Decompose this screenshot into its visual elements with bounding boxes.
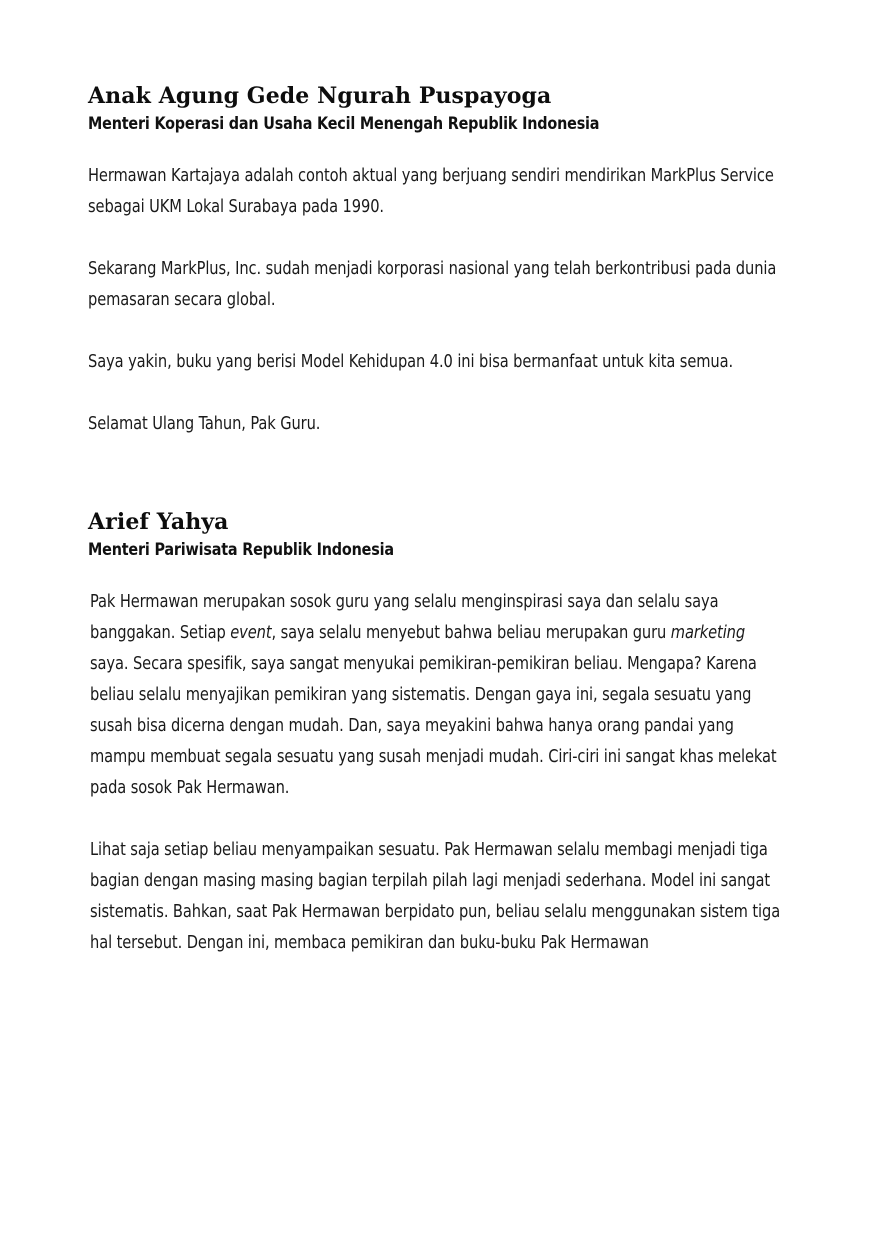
person-name: Anak Agung Gede Ngurah Puspayoga — [88, 83, 552, 109]
paragraph: Lihat saja setiap beliau menyampaikan sesuatu. Pak Hermawan selalu membagi menjadi tiga bagian dengan masing masing bagian terpilah pilah lagi menjadi sederhana. Model ini sangat sistematis. Bahkan, saat Pak Hermawan berpidato pun, beliau selalu menggunakan sistem tiga hal tersebut. Dengan ini, membaca pemikiran dan buku-buku Pak Hermawan — [90, 840, 781, 953]
testimonial-section-1 — [88, 82, 788, 440]
testimonial-section-2 — [88, 508, 788, 959]
paragraph: Sekarang MarkPlus, Inc. sudah menjadi korporasi nasional yang telah berkontribusi pada dunia pemasaran secara global. — [88, 259, 777, 310]
paragraph: Selamat Ulang Tahun, Pak Guru. — [88, 414, 321, 434]
paragraph: Pak Hermawan merupakan sosok guru yang selalu menginspirasi saya dan selalu saya banggakan. Setiap event, saya selalu menyebut bahwa beliau merupakan guru marketing saya. Secara spesifik, saya sangat menyukai pemikiran-pemikiran beliau. Mengapa? Karena beliau selalu menyajikan pemikiran yang sistematis. Dengan gaya ini, segala sesuatu yang susah bisa dicerna dengan mudah. Dan, saya meyakini bahwa hanya orang pandai yang mampu membuat segala sesuatu yang susah menjadi mudah. Ciri-ciri ini sangat khas melekat pada sosok Pak Hermawan. — [90, 592, 777, 798]
testimonial-body-2 — [88, 587, 788, 959]
person-name: Arief Yahya — [88, 509, 229, 535]
paragraph: Hermawan Kartajaya adalah contoh aktual yang berjuang sendiri mendirikan MarkPlus Service sebagai UKM Lokal Surabaya pada 1990. — [88, 166, 774, 217]
person-title: Menteri Koperasi dan Usaha Kecil Menengah Republik Indonesia — [88, 114, 600, 134]
person-title: Menteri Pariwisata Republik Indonesia — [88, 540, 394, 560]
section-spacer — [88, 440, 788, 508]
paragraph: Saya yakin, buku yang berisi Model Kehidupan 4.0 ini bisa bermanfaat untuk kita semua. — [88, 352, 734, 372]
page-content — [88, 82, 788, 959]
testimonial-body-1 — [88, 161, 788, 440]
